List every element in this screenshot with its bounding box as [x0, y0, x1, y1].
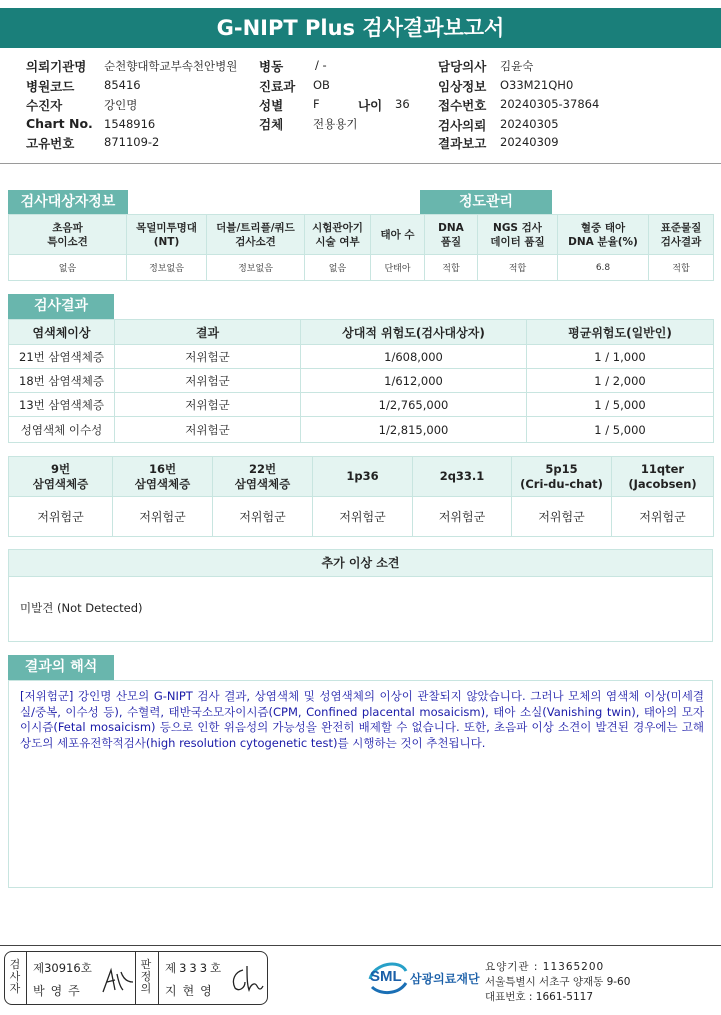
- clinical-value: O33M21QH0: [500, 78, 574, 92]
- col-dna-quality: DNA 품질: [425, 215, 478, 255]
- col-relative-risk: 상대적 위험도(검사대상자): [301, 320, 527, 345]
- age-value: 36: [395, 97, 410, 111]
- result-header-row: [9, 320, 714, 345]
- address: 서울특별시 서초구 양재동 9-60: [485, 976, 631, 988]
- result-row-name: 18번 삼염색체증: [9, 369, 115, 393]
- result-section-tab: 검사결과: [8, 294, 114, 319]
- approver-signature: [229, 962, 265, 996]
- col-ultrasound: 초음파 특이소견: [9, 215, 127, 255]
- result-row-relative: 1/2,765,000: [301, 393, 527, 417]
- additional-findings-text: 미발견 (Not Detected): [20, 601, 143, 615]
- result-row-relative: 1/612,000: [301, 369, 527, 393]
- result-row-result: 저위험군: [115, 345, 301, 369]
- doctor-value: 김윤숙: [500, 59, 534, 73]
- col-2q33: 2q33.1: [413, 457, 512, 497]
- micro-value: 저위험군: [9, 497, 113, 537]
- chart-value: 1548916: [104, 117, 156, 131]
- subject-table: [8, 214, 714, 281]
- qc-section-tab: 정도관리: [420, 190, 552, 214]
- approver-number: 제333호: [165, 961, 225, 975]
- result-row-relative: 1/608,000: [301, 345, 527, 369]
- doctor-label: 담당의사: [438, 59, 487, 74]
- result-row-average: 1 / 2,000: [527, 369, 714, 393]
- examiner-number: 제30916호: [33, 961, 92, 975]
- col-average-risk: 평균위험도(일반인): [527, 320, 714, 345]
- val-fetal-fraction: 6.8: [558, 255, 649, 281]
- examiner-signature: [101, 964, 135, 996]
- col-5p15: 5p15 (Cri-du-chat): [512, 457, 612, 497]
- result-row-result: 저위험군: [115, 393, 301, 417]
- additional-findings-title: 추가 이상 소견: [9, 550, 712, 577]
- val-ngs-quality: 적합: [478, 255, 558, 281]
- age-label: 나이: [358, 98, 383, 113]
- col-result: 결과: [115, 320, 301, 345]
- interpretation-section-tab: 결과의 해석: [8, 655, 114, 680]
- result-row-average: 1 / 1,000: [527, 345, 714, 369]
- examiner-label: [9, 959, 23, 995]
- sex-value: F: [313, 97, 320, 111]
- result-row-average: 1 / 5,000: [527, 417, 714, 443]
- divider: [135, 952, 136, 1004]
- approver-label: [140, 959, 154, 995]
- divider: [26, 952, 27, 1004]
- micro-value: 저위험군: [213, 497, 313, 537]
- result-row-relative: 1/2,815,000: [301, 417, 527, 443]
- result-row: [9, 369, 714, 393]
- report-label: 결과보고: [438, 136, 487, 151]
- microdeletion-table: [8, 456, 714, 537]
- micro-value: 저위험군: [413, 497, 512, 537]
- val-reference: 적합: [649, 255, 714, 281]
- result-row-result: 저위험군: [115, 417, 301, 443]
- examiner-label-text: 검사자: [9, 958, 21, 995]
- dept-label: 진료과: [259, 79, 296, 94]
- col-screening: 더블/트리플/쿼드 검사소견: [207, 215, 305, 255]
- result-row-name: 성염색체 이수성: [9, 417, 115, 443]
- approver-name: 지현영: [165, 984, 218, 998]
- val-fetus-count: 단태아: [371, 255, 425, 281]
- specimen-label: 검체: [259, 117, 284, 132]
- subject-value-row: [9, 255, 714, 281]
- hospital-value: 순천향대학교부속천안병원: [104, 59, 238, 73]
- additional-findings-box: [8, 549, 713, 642]
- micro-value: 저위험군: [612, 497, 714, 537]
- dept-value: OB: [313, 78, 330, 92]
- approver-label-text: 판정의: [140, 958, 152, 995]
- foundation-name: 삼광의료재단: [410, 972, 480, 986]
- chart-label: Chart No.: [26, 116, 93, 131]
- micro-header-row: [9, 457, 714, 497]
- care-code: 요양기관 : 11365200: [485, 961, 605, 973]
- result-row: [9, 393, 714, 417]
- logo-text: SML: [370, 968, 402, 985]
- patient-info-block: [0, 52, 721, 164]
- code-value: 85416: [104, 78, 141, 92]
- micro-value: 저위험군: [313, 497, 413, 537]
- val-screening: 정보없음: [207, 255, 305, 281]
- phone: 대표번호 : 1661-5117: [485, 991, 594, 1003]
- val-nt: 정보없음: [127, 255, 207, 281]
- report-title: G-NIPT Plus 검사결과보고서: [0, 8, 721, 48]
- receipt-value: 20240305-37864: [500, 97, 600, 111]
- examiner-name: 박영주: [33, 984, 86, 998]
- col-abnormality: 염색체이상: [9, 320, 115, 345]
- patient-value: 강인명: [104, 98, 138, 112]
- ward-label: 병동: [259, 59, 284, 74]
- col-reference: 표준물질 검사결과: [649, 215, 714, 255]
- clinical-label: 임상정보: [438, 79, 487, 94]
- col-fetal-fraction: 혈중 태아 DNA 분율(%): [558, 215, 649, 255]
- val-ivf: 없음: [305, 255, 371, 281]
- interpretation-text: [저위험군] 강인명 산모의 G-NIPT 검사 결과, 상염색체 및 성염색체의 이상이 관찰되지 않았습니다. 그러나 모체의 염색체 이상(미세결실/중복, 이수성 등), 수혈력, 태반국소모자이시즘(CPM, Confined placental mosaicism), 태아 소실(Vanishing twin), 태아의 모자이시즘(Fetal mosaicism) 등으로 인한 위음성의 가능성을 완전히 배제할 수 없습니다. 또한, 초음파 이상 소견이 발견된 경우에는 고해상도의 세포유전학적검사(high resolution cytogenetic test)를 시행하는 것이 추천됩니다.: [20, 689, 704, 750]
- hospital-label: 의뢰기관명: [26, 59, 87, 74]
- col-trisomy-16: 16번 삼염색체증: [113, 457, 213, 497]
- col-trisomy-22: 22번 삼염색체증: [213, 457, 313, 497]
- receipt-label: 접수번호: [438, 98, 487, 113]
- unique-label: 고유번호: [26, 136, 75, 151]
- result-row: [9, 345, 714, 369]
- col-ivf: 시험관아기 시술 여부: [305, 215, 371, 255]
- col-11qter: 11qter (Jacobsen): [612, 457, 714, 497]
- specimen-value: 전용용기: [313, 117, 358, 131]
- patient-label: 수진자: [26, 98, 63, 113]
- result-row-name: 21번 삼염색체증: [9, 345, 115, 369]
- request-label: 검사의뢰: [438, 118, 487, 133]
- footer-divider: [0, 945, 721, 946]
- micro-value-row: [9, 497, 714, 537]
- sex-label: 성별: [259, 98, 284, 113]
- col-nt: 목덜미투명대 (NT): [127, 215, 207, 255]
- signature-box: [4, 951, 268, 1005]
- subject-header-row: [9, 215, 714, 255]
- result-row-name: 13번 삼염색체증: [9, 393, 115, 417]
- divider: [158, 952, 159, 1004]
- micro-value: 저위험군: [512, 497, 612, 537]
- unique-value: 871109-2: [104, 135, 160, 149]
- val-dna-quality: 적합: [425, 255, 478, 281]
- result-row-average: 1 / 5,000: [527, 393, 714, 417]
- result-row-result: 저위험군: [115, 369, 301, 393]
- col-fetus-count: 태아 수: [371, 215, 425, 255]
- sml-logo: [366, 957, 406, 997]
- interpretation-box: [8, 680, 713, 888]
- ward-value: / -: [315, 58, 327, 72]
- report-value: 20240309: [500, 135, 559, 149]
- result-table: [8, 319, 714, 443]
- code-label: 병원코드: [26, 79, 75, 94]
- col-ngs-quality: NGS 검사 데이터 품질: [478, 215, 558, 255]
- micro-value: 저위험군: [113, 497, 213, 537]
- val-ultrasound: 없음: [9, 255, 127, 281]
- request-value: 20240305: [500, 117, 559, 131]
- result-row: [9, 417, 714, 443]
- col-trisomy-9: 9번 삼염색체증: [9, 457, 113, 497]
- subject-section-tab: 검사대상자정보: [8, 190, 128, 214]
- col-1p36: 1p36: [313, 457, 413, 497]
